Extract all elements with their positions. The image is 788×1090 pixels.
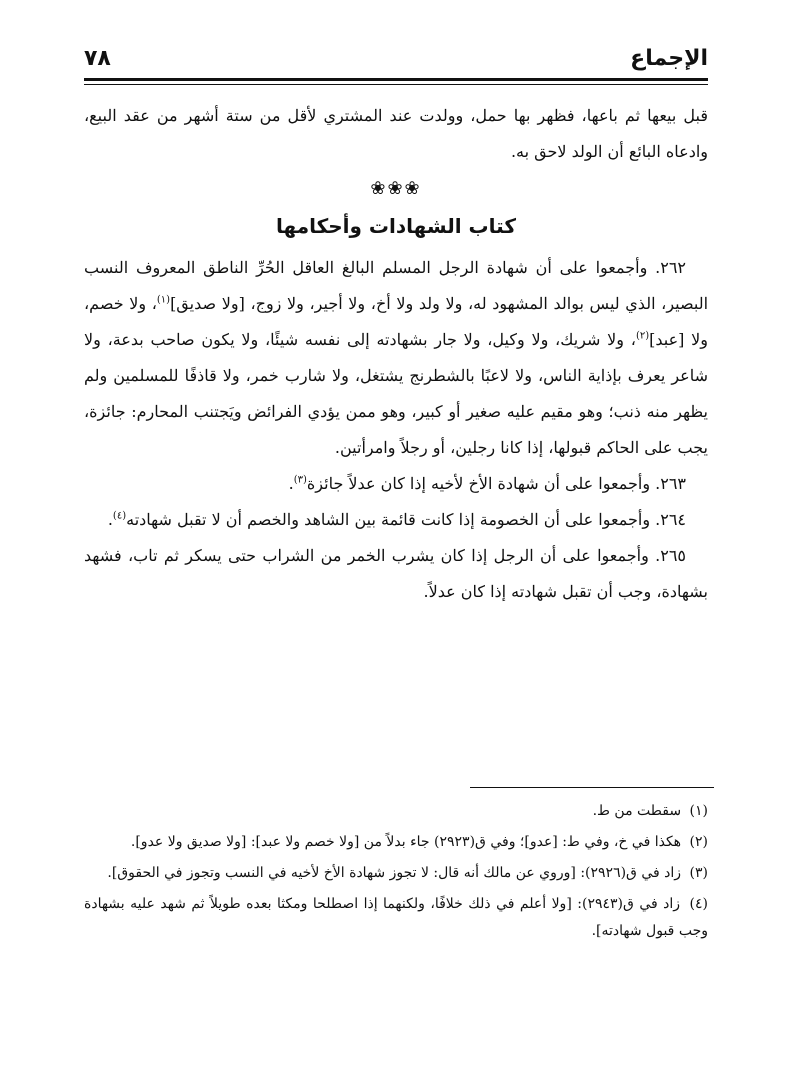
paragraph-262 — [84, 250, 708, 466]
paragraph-263 — [84, 466, 708, 502]
page-header — [84, 40, 708, 86]
footnote-text: زاد في ق(٢٩٢٦): [وروي عن مالك أنه قال: لا تجوز شهادة الأخ لأخيه في النسب وتجوز في الحقوق]. — [107, 865, 682, 881]
footnote-ref: (٣) — [293, 474, 307, 486]
header-rule-thin — [84, 84, 708, 85]
footnote-3 — [84, 860, 708, 887]
paragraph-tail: . — [107, 510, 113, 529]
footnote-number: (٤) — [689, 896, 708, 912]
ornament-divider: ❀❀❀ — [370, 178, 422, 199]
footnote-ref: (٢) — [635, 330, 650, 342]
paragraph-text: ٢٦٥. وأجمعوا على أن الرجل إذا كان يشرب الخمر من الشراب حتى يسكر ثم تاب، فشهد بشهادة، وجب أن تقبل شهادته إذا كان عدلاً. — [84, 546, 708, 601]
paragraph-text: ، ولا خصم، ولا [عبد] — [84, 294, 708, 349]
paragraph-265 — [84, 538, 708, 610]
footnote-1 — [84, 798, 708, 825]
footnote-text: سقطت من ط. — [592, 803, 682, 819]
footnote-number: (١) — [689, 803, 708, 819]
footnote-text: هكذا في خ، وفي ط: [عدو]؛ وفي ق(٢٩٢٣) جاء بدلاً من [ولا خصم ولا عبد]: [ولا صديق ولا عدو]. — [130, 834, 682, 850]
main-text — [84, 98, 708, 610]
paragraph-tail: . — [288, 474, 294, 493]
paragraph-text: ٢٦٤. وأجمعوا على أن الخصومة إذا كانت قائمة بين الشاهد والخصم أن لا تقبل شهادته — [126, 510, 686, 529]
paragraph-text: ٢٦٢. وأجمعوا على أن شهادة الرجل المسلم البالغ العاقل الحُرِّ الناطق المعروف النسب البصير، الذي ليس بوالد المشهود له، ولا ولد ولا أخ، ولا أجير، ولا زوج، [ولا صديق] — [84, 258, 709, 313]
footnote-2 — [84, 829, 708, 856]
intro-paragraph: قبل بيعها ثم باعها، فظهر بها حمل، وولدت عند المشتري لأقل من ستة أشهر من عقد البيع، وادعاه البائع أن الولد لاحق به. — [84, 106, 708, 161]
page-number: ٧٨ — [84, 46, 111, 71]
footnote-text: زاد في ق(٢٩٤٣): [ولا أعلم في ذلك خلافًا، ولكنهما إذا اصطلحا ومكثا بعده طويلاً ثم شهد عليه بشهادة وجب قبول شهادته]. — [84, 896, 708, 939]
paragraph-text: ، ولا شريك، ولا وكيل، ولا جار بشهادته إلى نفسه شيئًا، ولا يكون صاحب بدعة، ولا شاعر يعرف بإذاية الناس، ولا لاعبًا بالشطرنج يشتغل، ولا شارب خمر، ولا قاذفًا للمسلمين ولم يظهر منه ذنب؛ وهو مقيم عليه صغير أو كبير، وهو ممن يؤدي الفرائض ويَجتنب المحارم: جائزة، يجب على الحاكم قبولها، إذا كانا رجلين، أو رجلاً وامرأتين. — [84, 330, 708, 457]
footnote-ref: (٤) — [112, 510, 127, 522]
paragraph-text: ٢٦٣. وأجمعوا على أن شهادة الأخ لأخيه إذا كان عدلاً جائزة — [306, 474, 686, 493]
header-rule — [84, 78, 708, 81]
footnotes — [84, 798, 708, 949]
paragraph-264 — [84, 502, 708, 538]
footnote-4 — [84, 891, 708, 945]
running-title: الإجماع — [630, 46, 708, 71]
chapter-title: كتاب الشهادات وأحكامها — [276, 214, 516, 238]
footnote-ref: (١) — [156, 294, 171, 306]
footnote-separator — [470, 787, 714, 788]
footnote-number: (٣) — [689, 865, 708, 881]
footnote-number: (٢) — [689, 834, 708, 850]
